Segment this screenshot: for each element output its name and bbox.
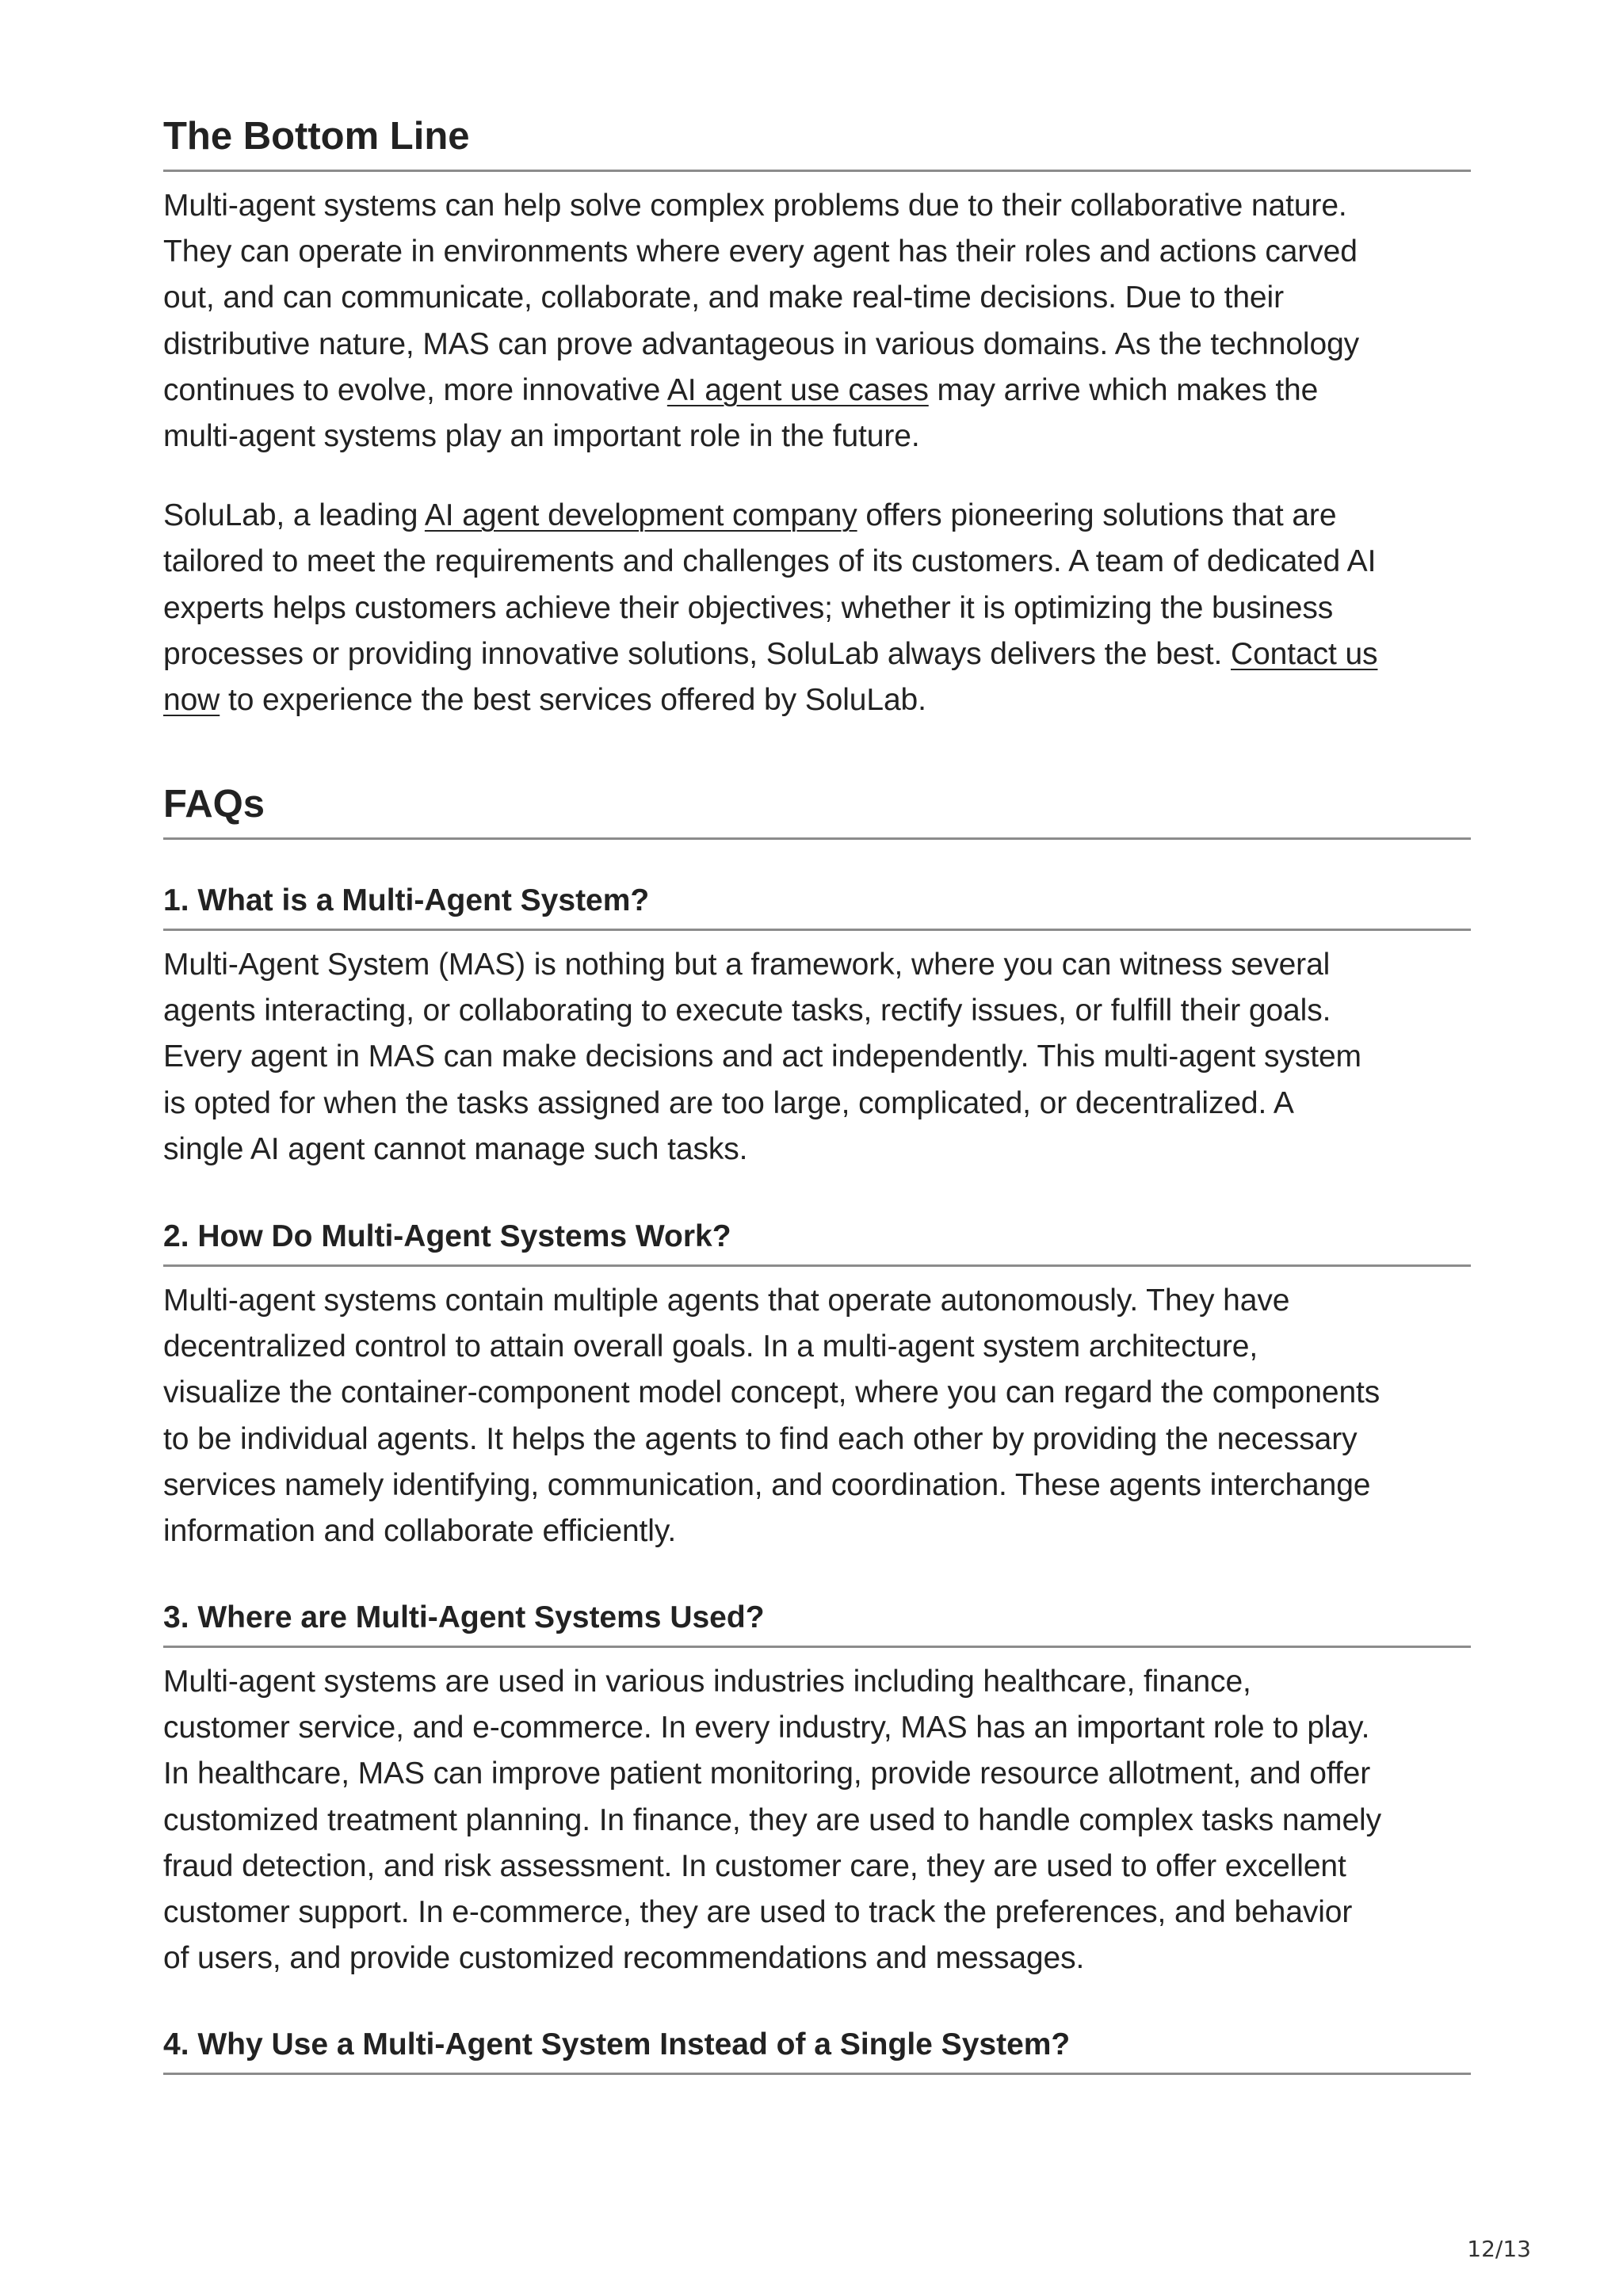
bottom-line-heading: The Bottom Line <box>163 113 1471 172</box>
ai-agent-development-company-link[interactable]: AI agent development company <box>424 498 857 533</box>
text-line: distributive nature, MAS can prove advantageous in various domains. As the technology <box>163 326 1360 361</box>
text-line: experts helps customers achieve their objectives; whether it is optimizing the business <box>163 590 1334 625</box>
faqs-heading: FAQs <box>163 780 1471 840</box>
text-line: single AI agent cannot manage such tasks. <box>163 1131 748 1166</box>
text-line: processes or providing innovative solutions, SoluLab always delivers the best. Contact us <box>163 636 1378 671</box>
faq-question-3: 3. Where are Multi-Agent Systems Used? <box>163 1598 1471 1648</box>
faq-item-2 <box>163 1217 1471 1554</box>
text-line: information and collaborate efficiently. <box>163 1514 677 1549</box>
text-line: of users, and provide customized recommendations and messages. <box>163 1941 1085 1976</box>
text-line: decentralized control to attain overall goals. In a multi-agent system architecture, <box>163 1329 1258 1364</box>
faq-question-4: 4. Why Use a Multi-Agent System Instead of a Single System? <box>163 2025 1471 2075</box>
text-line: services namely identifying, communication, and coordination. These agents interchange <box>163 1467 1371 1502</box>
text-line: customer service, and e-commerce. In every industry, MAS has an important role to play. <box>163 1711 1370 1745</box>
text-line: is opted for when the tasks assigned are too large, complicated, or decentralized. A <box>163 1085 1294 1120</box>
text-line: visualize the container-component model concept, where you can regard the components <box>163 1375 1381 1410</box>
text-line: continues to evolve, more innovative AI agent use cases may arrive which makes the <box>163 372 1319 407</box>
text-line: customer support. In e-commerce, they are used to track the preferences, and behavior <box>163 1895 1353 1930</box>
page-number: 12/13 <box>1467 2236 1531 2262</box>
faq-answer-2 <box>163 1278 1471 1554</box>
text-line: tailored to meet the requirements and challenges of its customers. A team of dedicated AI <box>163 544 1377 579</box>
text-line: customized treatment planning. In finance, they are used to handle complex tasks namely <box>163 1802 1381 1837</box>
text-line: out, and can communicate, collaborate, and make real-time decisions. Due to their <box>163 280 1284 315</box>
text-line: Multi-agent systems contain multiple agents that operate autonomously. They have <box>163 1283 1290 1318</box>
faq-answer-1 <box>163 942 1471 1173</box>
text-line: agents interacting, or collaborating to execute tasks, rectify issues, or fulfill their goals. <box>163 994 1331 1028</box>
text-line: Multi-agent systems are used in various industries including healthcare, finance, <box>163 1665 1251 1699</box>
contact-us-now-link[interactable]: now <box>163 683 220 718</box>
text-line: fraud detection, and risk assessment. In customer care, they are used to offer excellent <box>163 1848 1346 1883</box>
faq-item-4 <box>163 2025 1471 2075</box>
text-line: to be individual agents. It helps the agents to find each other by providing the necessary <box>163 1421 1358 1456</box>
faq-answer-3 <box>163 1659 1471 1981</box>
bottom-line-paragraph-2 <box>163 493 1471 723</box>
faq-item-1 <box>163 881 1471 1173</box>
text-line: Every agent in MAS can make decisions and act independently. This multi-agent system <box>163 1039 1361 1074</box>
faq-item-3 <box>163 1598 1471 1981</box>
text-line: In healthcare, MAS can improve patient monitoring, provide resource allotment, and offer <box>163 1756 1371 1791</box>
faq-question-2: 2. How Do Multi-Agent Systems Work? <box>163 1217 1471 1267</box>
text-line: Multi-agent systems can help solve complex problems due to their collaborative nature. <box>163 189 1347 223</box>
ai-agent-use-cases-link[interactable]: AI agent use cases <box>666 372 929 407</box>
text-line: now to experience the best services offered by SoluLab. <box>163 683 926 718</box>
bottom-line-paragraph-1 <box>163 183 1471 460</box>
text-line: Multi-Agent System (MAS) is nothing but a framework, where you can witness several <box>163 948 1331 982</box>
text-line: They can operate in environments where every agent has their roles and actions carved <box>163 235 1358 269</box>
bottom-line-section <box>163 113 1471 723</box>
text-line: SoluLab, a leading AI agent development company offers pioneering solutions that are <box>163 498 1337 533</box>
text-line: multi-agent systems play an important role in the future. <box>163 419 920 454</box>
faq-question-1: 1. What is a Multi-Agent System? <box>163 881 1471 931</box>
contact-us-link[interactable]: Contact us <box>1231 636 1378 671</box>
faqs-section <box>163 780 1471 840</box>
